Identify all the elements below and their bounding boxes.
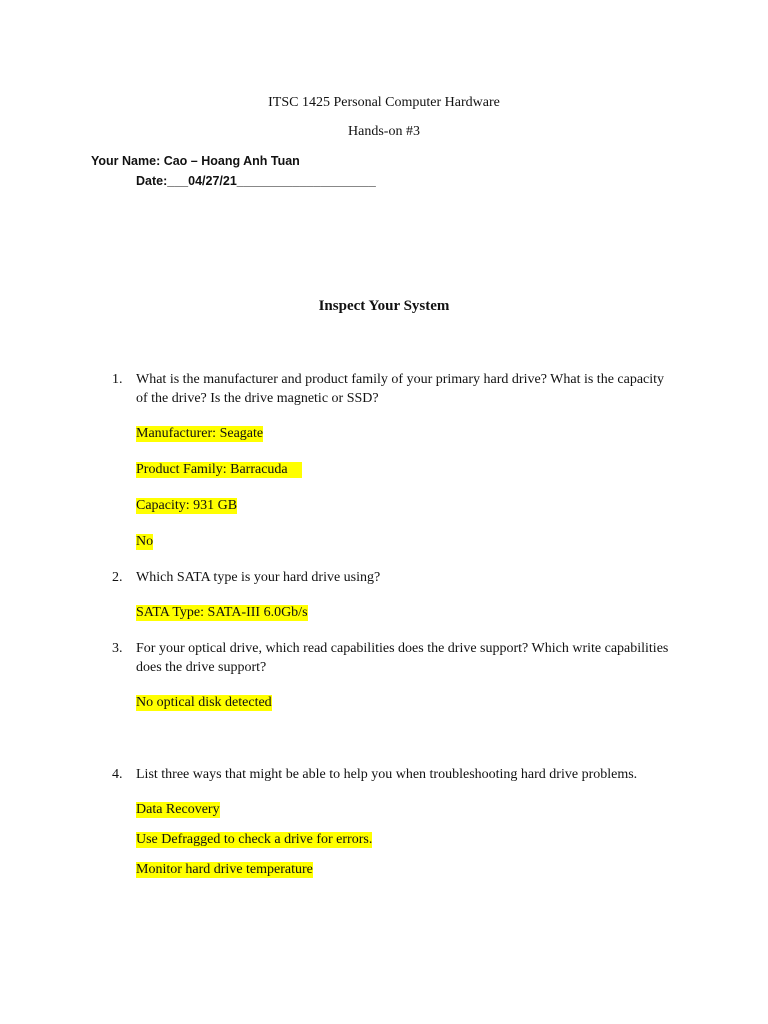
question-text: Which SATA type is your hard drive using?: [136, 570, 381, 585]
question-text: List three ways that might be able to help you when troubleshooting hard drive problems.: [136, 767, 638, 782]
question-number: 1.: [112, 372, 123, 387]
highlighted-answer: No: [136, 534, 154, 549]
highlighted-answer: Product Family: Barracuda: [136, 462, 302, 477]
answer-manufacturer: [136, 425, 263, 442]
answer-way-2: [136, 831, 372, 848]
highlighted-answer: Manufacturer: Seagate: [136, 426, 264, 441]
question-number: 3.: [112, 641, 123, 656]
question-text: What is the manufacturer and product family of your primary hard drive? What is the capacity of the drive? Is the drive magnetic or SSD?: [136, 372, 665, 406]
section-title: Inspect Your System: [318, 298, 450, 314]
answer-product-family: [136, 461, 302, 478]
submission-date: Date:___04/27/21____________________: [136, 174, 376, 188]
question-text: For your optical drive, which read capabilities does the drive support? Which write capabilities does the drive support?: [136, 641, 669, 675]
assignment-title: Hands-on #3: [348, 124, 420, 139]
course-title: ITSC 1425 Personal Computer Hardware: [268, 95, 500, 110]
highlighted-answer: Data Recovery: [136, 802, 220, 817]
answer-way-3: [136, 861, 313, 878]
answer-optical: [136, 694, 272, 711]
highlighted-answer: Capacity: 931 GB: [136, 498, 238, 513]
answer-way-1: [136, 801, 220, 818]
answer-sata-type: [136, 604, 308, 621]
highlighted-answer: No optical disk detected: [136, 695, 272, 710]
answer-capacity: [136, 497, 237, 514]
highlighted-answer: Use Defragged to check a drive for errors.: [136, 832, 373, 847]
student-name: Your Name: Cao – Hoang Anh Tuan: [91, 154, 300, 168]
highlighted-answer: SATA Type: SATA-III 6.0Gb/s: [136, 605, 308, 620]
question-number: 4.: [112, 767, 123, 782]
answer-drive-type: [136, 533, 153, 550]
highlighted-answer: Monitor hard drive temperature: [136, 862, 313, 877]
question-number: 2.: [112, 570, 123, 585]
